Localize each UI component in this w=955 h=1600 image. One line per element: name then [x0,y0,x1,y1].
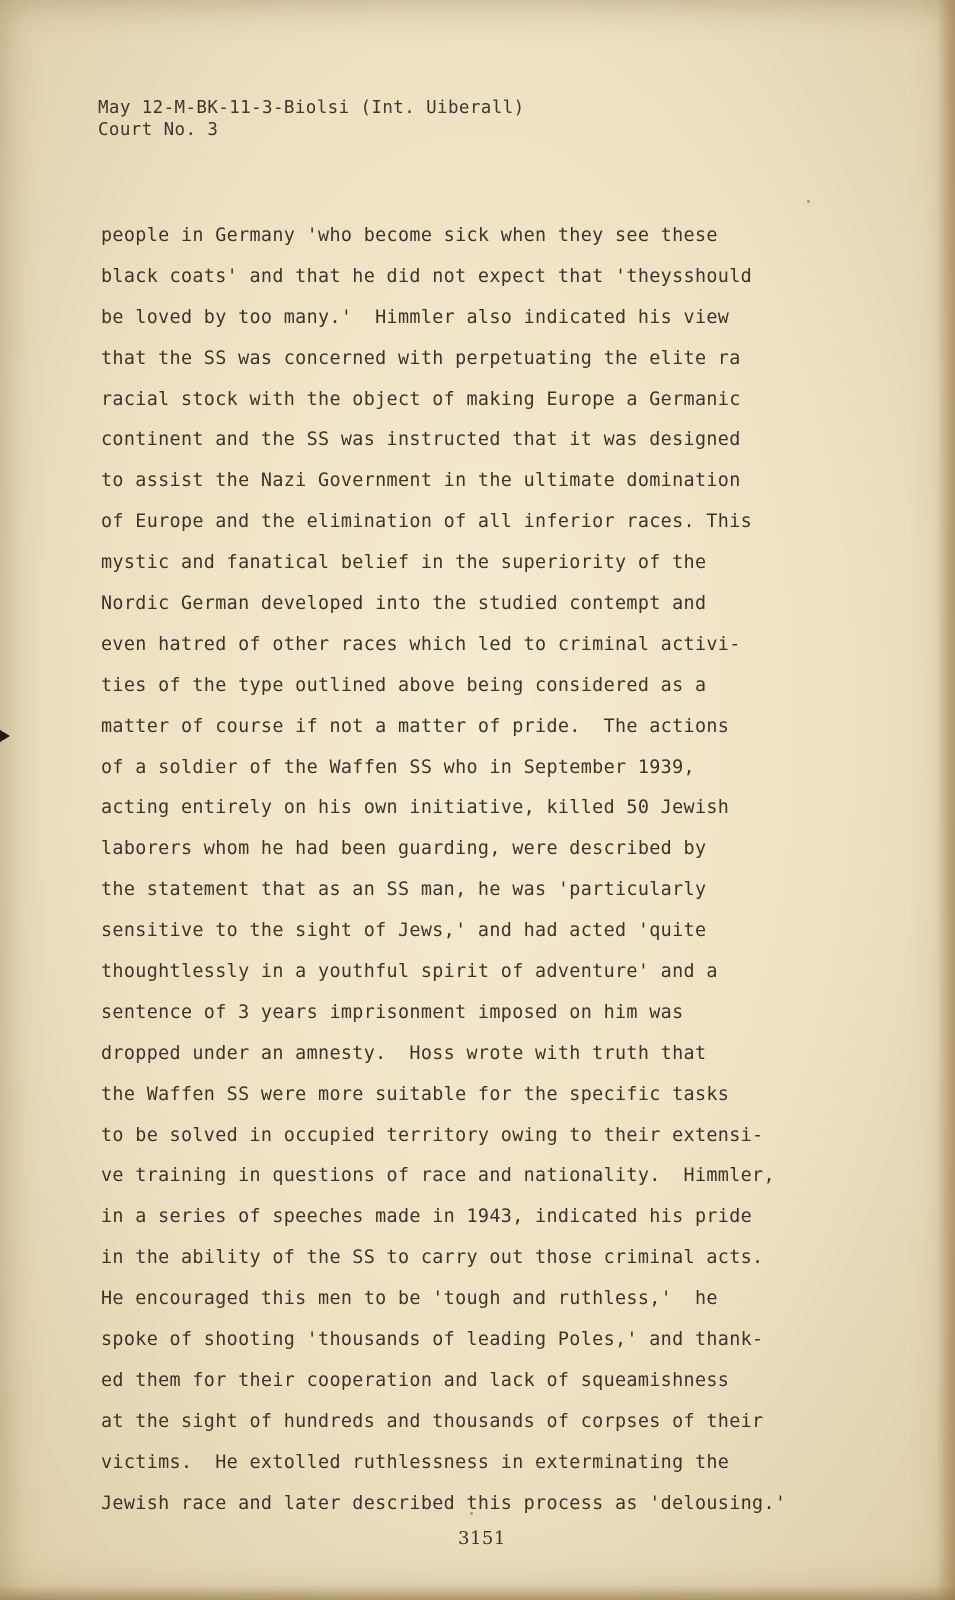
page-edge-bottom [0,1586,955,1600]
body-line: mystic and fanatical belief in the superiority of the [101,552,707,574]
body-line: black coats' and that he did not expect that 'theysshould [101,265,753,287]
body-line: Nordic German developed into the studied contempt and [101,593,707,615]
body-line: Jewish race and later described this process as 'delousing.' [101,1492,787,1514]
body-line: be loved by too many.' Himmler also indicated his view [101,306,730,328]
body-line: victims. He extolled ruthlessness in exterminating the [101,1451,730,1473]
document-body [101,216,841,1525]
body-line: thoughtlessly in a youthful spirit of adventure' and a [101,961,718,983]
body-line: that the SS was concerned with perpetuating the elite ra [101,347,741,369]
body-line: He encouraged this men to be 'tough and ruthless,' he [101,1288,718,1310]
body-line: racial stock with the object of making Europe a Germanic [101,388,741,410]
body-line: even hatred of other races which led to criminal activi- [101,633,741,655]
body-line: to assist the Nazi Government in the ultimate domination [101,470,741,492]
body-line: matter of course if not a matter of pride. The actions [101,715,730,737]
binding-tab-mark [0,730,10,742]
header-line-court: Court No. 3 [98,120,219,140]
paper-speck [807,200,810,203]
body-line: at the sight of hundreds and thousands of corpses of their [101,1410,764,1432]
body-line: of Europe and the elimination of all inferior races. This [101,511,753,533]
body-line: ed them for their cooperation and lack of squeamishness [101,1369,730,1391]
body-line: sentence of 3 years imprisonment imposed on him was [101,1001,684,1023]
body-line: acting entirely on his own initiative, killed 50 Jewish [101,797,730,819]
body-line: the statement that as an SS man, he was 'particularly [101,879,707,901]
page-edge-right [937,0,955,1600]
body-line: continent and the SS was instructed that it was designed [101,429,741,451]
header-line-case-reference: May 12-M-BK-11-3-Biolsi (Int. Uiberall) [98,98,525,118]
body-line: laborers whom he had been guarding, were described by [101,838,707,860]
body-line: dropped under an amnesty. Hoss wrote with truth that [101,1042,707,1064]
body-line: to be solved in occupied territory owing to their extensi- [101,1124,764,1146]
body-line: the Waffen SS were more suitable for the specific tasks [101,1083,730,1105]
body-line: in the ability of the SS to carry out those criminal acts. [101,1247,764,1269]
document-header [98,97,525,141]
page-number: 3151 [458,1528,506,1549]
body-line: in a series of speeches made in 1943, indicated his pride [101,1206,753,1228]
body-line: spoke of shooting 'thousands of leading Poles,' and thank- [101,1329,764,1351]
body-line: people in Germany 'who become sick when they see these [101,225,718,246]
body-line: ties of the type outlined above being considered as a [101,674,707,696]
body-line: sensitive to the sight of Jews,' and had acted 'quite [101,920,707,942]
body-line: ve training in questions of race and nationality. Himmler, [101,1165,775,1187]
body-line: of a soldier of the Waffen SS who in September 1939, [101,756,695,778]
